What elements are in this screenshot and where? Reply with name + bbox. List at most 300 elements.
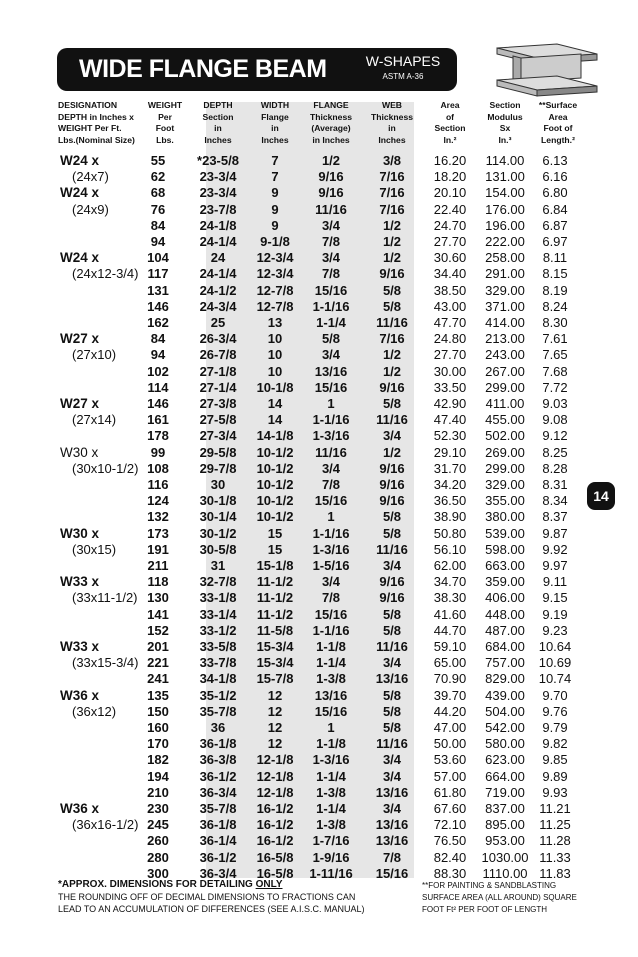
web-cell: 5/8: [382, 282, 402, 298]
area-cell: 59.10: [433, 639, 467, 654]
table-row: [0, 476, 638, 493]
weight-cell: 135: [147, 687, 169, 703]
area-cell: 70.90: [433, 671, 467, 687]
modulus-cell: 1030.00: [481, 849, 529, 865]
modulus-cell: 213.00: [485, 331, 525, 347]
web-cell: 5/8: [382, 622, 402, 638]
web-cell: 11/16: [376, 315, 408, 330]
table-row: [0, 687, 638, 704]
area-cell: 76.50: [433, 833, 467, 849]
surface-cell: 6.87: [542, 217, 568, 233]
designation-cell: W27 x: [60, 331, 100, 347]
area-cell: 61.80: [433, 784, 467, 800]
web-cell: 3/4: [382, 768, 402, 784]
flange-cell: 1-3/8: [316, 784, 346, 800]
surface-cell: 11.83: [539, 865, 571, 881]
web-cell: 5/8: [382, 687, 402, 703]
flange-cell: 1-9/16: [312, 849, 350, 865]
weight-cell: 94: [150, 347, 166, 363]
web-cell: 11/16: [376, 639, 408, 654]
surface-cell: 6.13: [542, 153, 568, 168]
flange-cell: 1-1/8: [316, 639, 346, 654]
area-cell: 44.70: [433, 622, 467, 638]
surface-cell: 8.19: [542, 282, 568, 298]
flange-cell: 13/16: [314, 363, 348, 379]
width-cell: 12-1/8: [256, 784, 294, 800]
flange-cell: 1-1/4: [316, 768, 346, 784]
header-weight: WEIGHT Per Foot Lbs.: [147, 100, 183, 145]
depth-cell: 29-7/8: [199, 460, 237, 476]
area-cell: 53.60: [433, 752, 467, 768]
table-row: [0, 411, 638, 428]
depth-cell: 27-5/8: [199, 412, 237, 428]
flange-cell: 1-3/16: [312, 428, 350, 444]
area-cell: 65.00: [433, 655, 467, 671]
width-cell: 7: [271, 153, 279, 168]
modulus-cell: 837.00: [485, 801, 525, 816]
flange-cell: 7/8: [321, 477, 341, 492]
modulus-cell: 291.00: [485, 266, 525, 282]
designation-cell: W30 x: [60, 444, 99, 460]
flange-cell: 5/8: [321, 331, 341, 347]
table-row: [0, 703, 638, 720]
flange-cell: 1-1/8: [316, 736, 346, 752]
weight-cell: 62: [150, 169, 166, 185]
area-cell: 72.10: [433, 817, 467, 833]
width-cell: 9: [271, 217, 279, 233]
designation-cell: W27 x: [60, 396, 100, 411]
designation-cell: W24 x: [60, 153, 100, 168]
area-cell: 38.50: [433, 282, 467, 298]
width-cell: 7: [271, 169, 279, 185]
flange-cell: 15/16: [314, 282, 348, 298]
table-row: [0, 249, 638, 266]
surface-cell: 9.23: [542, 622, 568, 638]
flange-cell: 13/16: [314, 687, 348, 703]
web-cell: 1/2: [382, 217, 402, 233]
surface-cell: 8.30: [542, 315, 568, 330]
width-cell: 12-1/8: [256, 768, 294, 784]
web-cell: 1/2: [382, 444, 402, 460]
width-cell: 10-1/8: [256, 379, 294, 395]
modulus-cell: 371.00: [485, 298, 525, 314]
width-cell: 10-1/2: [256, 509, 294, 525]
web-cell: 9/16: [379, 574, 405, 590]
depth-cell: 33-1/8: [199, 590, 237, 606]
nominal-size-cell: (24x9): [72, 201, 109, 217]
modulus-cell: 598.00: [485, 541, 525, 557]
width-cell: 12-7/8: [256, 298, 294, 314]
area-cell: 47.70: [433, 315, 467, 330]
weight-cell: 245: [147, 817, 169, 833]
table-row: [0, 152, 638, 169]
surface-cell: 11.33: [539, 849, 571, 865]
web-cell: 5/8: [382, 298, 402, 314]
depth-cell: 27-1/4: [199, 379, 237, 395]
weight-cell: 178: [147, 428, 169, 444]
area-cell: 24.80: [433, 331, 467, 347]
flange-cell: 1-11/16: [309, 865, 353, 881]
depth-cell: 36-3/4: [199, 784, 237, 800]
table-row: [0, 800, 638, 817]
modulus-cell: 258.00: [485, 250, 525, 266]
header-flange: FLANGE Thickness (Average) in Inches: [309, 100, 353, 145]
surface-cell: 9.82: [542, 736, 568, 752]
depth-cell: 32-7/8: [199, 574, 237, 590]
surface-cell: 9.92: [542, 541, 568, 557]
table-row: [0, 557, 638, 574]
web-cell: 11/16: [376, 736, 408, 752]
weight-cell: 141: [147, 606, 169, 622]
surface-cell: 11.28: [539, 833, 571, 849]
area-cell: 52.30: [433, 428, 467, 444]
depth-cell: 36-3/4: [199, 865, 237, 881]
modulus-cell: 439.00: [485, 687, 525, 703]
width-cell: 12: [267, 687, 283, 703]
width-cell: 10-1/2: [256, 444, 294, 460]
nominal-size-cell: (36x12): [72, 703, 117, 719]
modulus-cell: 455.00: [485, 412, 525, 428]
weight-cell: 170: [147, 736, 169, 752]
area-cell: 42.90: [433, 396, 467, 411]
weight-cell: 221: [147, 655, 169, 671]
table-row: [0, 363, 638, 380]
weight-cell: 146: [147, 298, 169, 314]
web-cell: 5/8: [382, 703, 402, 719]
flange-cell: 9/16: [318, 185, 344, 201]
surface-cell: 7.68: [542, 363, 568, 379]
surface-cell: 10.69: [538, 655, 572, 671]
web-cell: 7/16: [379, 185, 405, 201]
surface-cell: 9.11: [542, 574, 568, 590]
flange-cell: 1: [327, 509, 335, 525]
weight-cell: 124: [147, 493, 169, 509]
depth-cell: 36-1/4: [199, 833, 237, 849]
surface-cell: 9.76: [542, 703, 568, 719]
area-cell: 62.00: [433, 558, 467, 573]
web-cell: 7/16: [379, 331, 405, 347]
modulus-cell: 757.00: [485, 655, 525, 671]
flange-cell: 15/16: [314, 493, 348, 509]
flange-cell: 1: [327, 396, 335, 411]
width-cell: 11-1/2: [256, 574, 294, 590]
weight-cell: 260: [147, 833, 169, 849]
depth-cell: 36: [210, 720, 226, 735]
web-cell: 11/16: [376, 412, 408, 428]
width-cell: 10-1/2: [256, 493, 294, 509]
table-row: [0, 525, 638, 542]
surface-cell: 11.21: [539, 801, 571, 816]
flange-cell: 7/8: [321, 590, 341, 606]
area-cell: 44.20: [433, 703, 467, 719]
width-cell: 10-1/2: [256, 460, 294, 476]
depth-cell: 24-3/4: [199, 298, 237, 314]
width-cell: 16-1/2: [256, 833, 294, 849]
weight-cell: 84: [150, 331, 166, 347]
weight-cell: 102: [147, 363, 169, 379]
area-cell: 50.00: [433, 736, 467, 752]
flange-cell: 1-3/8: [316, 817, 346, 833]
depth-cell: 23-3/4: [199, 169, 237, 185]
web-cell: 9/16: [379, 493, 405, 509]
header-web: WEB Thickness in Inches: [370, 100, 414, 145]
modulus-cell: 267.00: [485, 363, 525, 379]
note-line-2: THE ROUNDING OFF OF DECIMAL DIMENSIONS TO FRACTIONS CAN: [58, 892, 356, 902]
web-cell: 9/16: [379, 590, 405, 606]
area-cell: 41.60: [433, 606, 467, 622]
depth-cell: 30-1/4: [199, 509, 237, 525]
table-row: [0, 233, 638, 250]
surface-cell: 10.64: [538, 639, 572, 654]
designation-cell: W33 x: [60, 639, 100, 654]
surface-cell: 9.97: [542, 558, 568, 573]
flange-cell: 1-3/16: [312, 752, 350, 768]
modulus-cell: 269.00: [485, 444, 525, 460]
depth-cell: 26-3/4: [199, 331, 237, 347]
weight-cell: 131: [147, 282, 169, 298]
surface-cell: 9.89: [542, 768, 568, 784]
nominal-size-cell: (24x12-3/4): [72, 266, 139, 282]
modulus-cell: 299.00: [485, 460, 525, 476]
depth-cell: 25: [210, 315, 226, 330]
depth-cell: 36-1/8: [199, 817, 237, 833]
web-cell: 3/4: [382, 752, 402, 768]
modulus-cell: 243.00: [485, 347, 525, 363]
nominal-size-cell: (33x11-1/2): [72, 590, 138, 606]
modulus-cell: 719.00: [485, 784, 525, 800]
weight-cell: 241: [147, 671, 169, 687]
modulus-cell: 448.00: [485, 606, 525, 622]
weight-cell: 108: [147, 460, 169, 476]
nominal-size-cell: (27x10): [72, 347, 117, 363]
modulus-cell: 411.00: [485, 396, 525, 411]
weight-cell: 116: [147, 477, 169, 492]
surface-cell: 8.25: [542, 444, 568, 460]
web-cell: 1/2: [382, 250, 402, 266]
note-line-3: LEAD TO AN ACCUMULATION OF DIFFERENCES (SEE A.I.S.C. MANUAL): [58, 904, 365, 914]
surface-cell: 9.15: [542, 590, 568, 606]
width-cell: 12: [267, 736, 283, 752]
surface-cell: 9.93: [542, 784, 568, 800]
table-row: [0, 346, 638, 363]
width-cell: 11-1/2: [256, 606, 294, 622]
depth-cell: 33-1/2: [199, 622, 237, 638]
header-modulus: Section Modulus Sx In.³: [487, 100, 523, 145]
web-cell: 5/8: [382, 720, 402, 735]
surface-cell: 6.97: [542, 234, 568, 249]
web-cell: 13/16: [375, 833, 409, 849]
surface-cell: 7.72: [542, 379, 568, 395]
table-row: [0, 492, 638, 509]
weight-cell: 211: [147, 558, 169, 573]
weight-cell: 160: [147, 720, 169, 735]
modulus-cell: 406.00: [485, 590, 525, 606]
width-cell: 9-1/8: [260, 234, 290, 249]
surface-cell: 8.28: [542, 460, 568, 476]
depth-cell: 24-1/2: [199, 282, 237, 298]
web-cell: 1/2: [382, 363, 402, 379]
weight-cell: 194: [147, 768, 169, 784]
nominal-size-cell: (30x10-1/2): [72, 460, 139, 476]
area-cell: 27.70: [433, 347, 467, 363]
area-cell: 34.40: [433, 266, 467, 282]
web-cell: 3/4: [382, 801, 402, 816]
depth-cell: 24-1/4: [199, 266, 237, 282]
web-cell: 3/4: [382, 428, 402, 444]
depth-cell: 24-1/4: [199, 234, 237, 249]
spec-label: ASTM A-36: [382, 72, 424, 81]
flange-cell: 1-1/16: [312, 622, 350, 638]
nominal-size-cell: (24x7): [72, 169, 109, 185]
weight-cell: 94: [150, 234, 166, 249]
table-row: [0, 784, 638, 801]
width-cell: 16-1/2: [256, 801, 294, 816]
modulus-cell: 663.00: [485, 558, 525, 573]
depth-cell: 35-7/8: [199, 801, 237, 816]
flange-cell: 1-1/4: [316, 315, 346, 330]
modulus-cell: 355.00: [485, 493, 525, 509]
depth-cell: 31: [210, 558, 226, 573]
area-cell: 16.20: [433, 153, 467, 168]
table-row: [0, 768, 638, 785]
area-cell: 67.60: [433, 801, 467, 816]
surface-note-1: **FOR PAINTING & SANDBLASTING: [422, 881, 557, 890]
width-cell: 14: [267, 412, 283, 428]
weight-cell: 118: [147, 574, 169, 590]
weight-cell: 162: [147, 315, 169, 330]
width-cell: 15: [267, 541, 283, 557]
width-cell: 16-1/2: [256, 817, 294, 833]
modulus-cell: 196.00: [485, 217, 525, 233]
modulus-cell: 299.00: [485, 379, 525, 395]
depth-cell: 30-1/8: [199, 493, 237, 509]
weight-cell: 104: [147, 250, 169, 266]
web-cell: 3/4: [382, 558, 402, 573]
area-cell: 29.10: [433, 444, 467, 460]
weight-cell: 280: [147, 849, 169, 865]
flange-cell: 1-1/4: [316, 655, 346, 671]
width-cell: 15-3/4: [256, 639, 294, 654]
depth-cell: 24-1/8: [199, 217, 237, 233]
table-row: [0, 589, 638, 606]
area-cell: 82.40: [433, 849, 467, 865]
depth-cell: 36-1/2: [199, 768, 237, 784]
width-cell: 12: [267, 703, 283, 719]
modulus-cell: 684.00: [485, 639, 525, 654]
table-row: [0, 298, 638, 315]
table-row: [0, 719, 638, 736]
web-cell: 13/16: [375, 671, 409, 687]
area-cell: 57.00: [433, 768, 467, 784]
nominal-size-cell: (30x15): [72, 541, 117, 557]
area-cell: 47.00: [433, 720, 467, 735]
modulus-cell: 359.00: [485, 574, 525, 590]
width-cell: 10: [267, 347, 283, 363]
depth-cell: 23-7/8: [199, 201, 237, 217]
flange-cell: 3/4: [321, 217, 341, 233]
flange-cell: 1-3/16: [312, 541, 350, 557]
width-cell: 15-7/8: [256, 671, 294, 687]
note-only: ONLY: [255, 879, 283, 890]
web-cell: 5/8: [382, 606, 402, 622]
surface-cell: 8.11: [542, 250, 568, 266]
area-cell: 18.20: [433, 169, 467, 185]
page-title: WIDE FLANGE BEAM: [79, 55, 327, 83]
table-row: [0, 282, 638, 299]
surface-cell: 8.34: [542, 493, 568, 509]
flange-cell: 3/4: [321, 460, 341, 476]
table-row: [0, 638, 638, 655]
depth-cell: 27-3/4: [199, 428, 237, 444]
weight-cell: 150: [147, 703, 169, 719]
modulus-cell: 131.00: [485, 169, 525, 185]
surface-cell: 11.25: [539, 817, 571, 833]
width-cell: 14: [267, 396, 283, 411]
width-cell: 13: [267, 315, 283, 330]
depth-cell: 27-1/8: [199, 363, 237, 379]
web-cell: 15/16: [375, 865, 409, 881]
web-cell: 7/16: [379, 169, 405, 185]
weight-cell: 161: [147, 412, 169, 428]
designation-cell: W33 x: [60, 574, 100, 590]
modulus-cell: 176.00: [485, 201, 525, 217]
surface-cell: 8.24: [542, 298, 568, 314]
depth-cell: 35-1/2: [199, 687, 237, 703]
width-cell: 12: [267, 720, 283, 735]
subtitle: W-SHAPES: [365, 53, 441, 69]
modulus-cell: 380.00: [485, 509, 525, 525]
depth-cell: 36-3/8: [199, 752, 237, 768]
depth-cell: 33-7/8: [199, 655, 237, 671]
table-row: [0, 330, 638, 347]
depth-cell: 36-1/8: [199, 736, 237, 752]
flange-cell: 1: [327, 720, 335, 735]
area-cell: 22.40: [433, 201, 467, 217]
table-row: [0, 751, 638, 768]
table-row: [0, 654, 638, 671]
area-cell: 47.40: [433, 412, 467, 428]
area-cell: 24.70: [433, 217, 467, 233]
weight-cell: 68: [150, 185, 166, 201]
modulus-cell: 580.00: [485, 736, 525, 752]
web-cell: 9/16: [379, 460, 405, 476]
web-cell: 9/16: [379, 266, 405, 282]
width-cell: 12-3/4: [256, 250, 294, 266]
modulus-cell: 154.00: [485, 185, 525, 201]
table-row: [0, 217, 638, 234]
flange-cell: 1-1/16: [312, 298, 350, 314]
area-cell: 33.50: [433, 379, 467, 395]
designation-cell: W24 x: [60, 185, 100, 201]
surface-cell: 9.79: [542, 720, 568, 735]
surface-cell: 9.87: [542, 525, 568, 541]
web-cell: 13/16: [375, 784, 409, 800]
web-cell: 5/8: [382, 509, 402, 525]
area-cell: 27.70: [433, 234, 467, 249]
surface-cell: 8.37: [542, 509, 568, 525]
web-cell: 9/16: [379, 477, 405, 492]
depth-cell: 30-1/2: [199, 525, 237, 541]
area-cell: 31.70: [433, 460, 467, 476]
weight-cell: 173: [147, 525, 169, 541]
width-cell: 9: [271, 185, 279, 201]
width-cell: 9: [271, 201, 279, 217]
flange-cell: 11/16: [315, 201, 347, 217]
weight-cell: 300: [147, 865, 169, 881]
weight-cell: 152: [147, 622, 169, 638]
weight-cell: 99: [150, 444, 166, 460]
flange-cell: 1-7/16: [312, 833, 350, 849]
